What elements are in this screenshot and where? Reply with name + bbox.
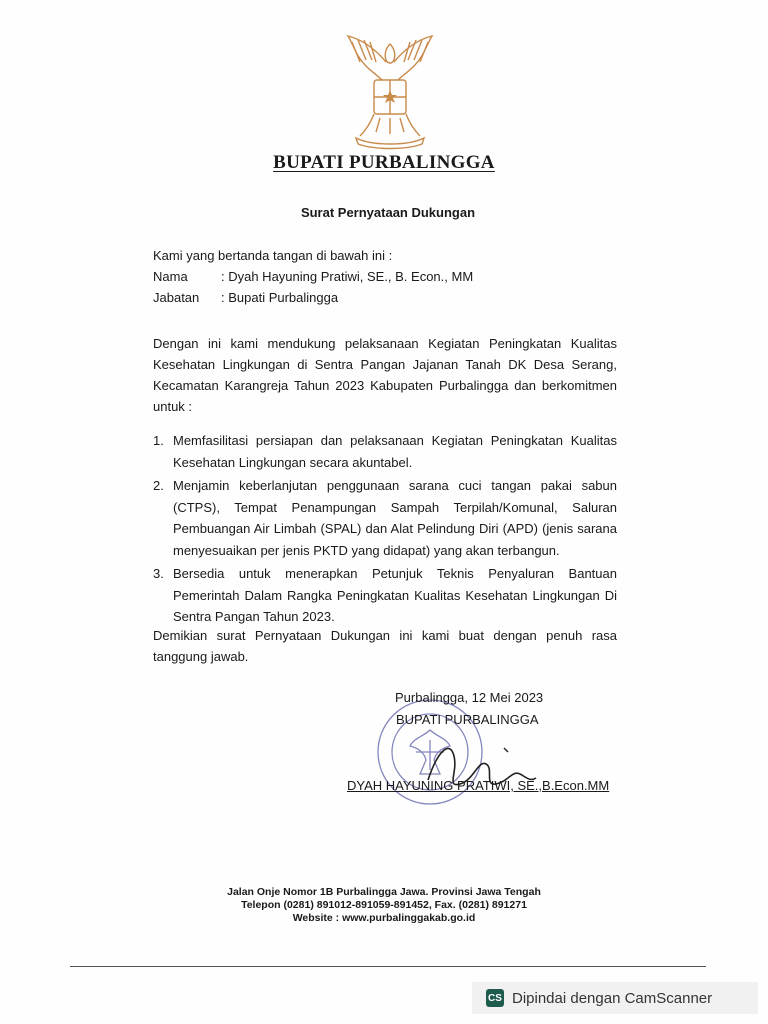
closing-paragraph: Demikian surat Pernyataan Dukungan ini kami buat dengan penuh rasa tanggung jawab. bbox=[153, 628, 617, 664]
signature-place-date: Purbalingga, 12 Mei 2023 bbox=[395, 690, 544, 705]
item-text: Bersedia untuk menerapkan Petunjuk Teknis Penyaluran Bantuan Pemerintah Dalam Rangka Peningkatan Kualitas Kesehatan Lingkungan Di Sentra Pangan Tahun 2023. bbox=[173, 566, 617, 624]
signature-title: BUPATI PURBALINGGA bbox=[396, 712, 539, 727]
item-number: 3. bbox=[153, 566, 164, 581]
footer-divider bbox=[70, 966, 706, 967]
signatory-block bbox=[153, 245, 617, 308]
list-item bbox=[153, 563, 617, 628]
item-number: 2. bbox=[153, 478, 164, 493]
letter-footer bbox=[0, 886, 768, 925]
letterhead-title bbox=[0, 152, 768, 174]
field-row-name bbox=[153, 266, 617, 287]
field-row-position bbox=[153, 287, 617, 308]
field-value: : Dyah Hayuning Pratiwi, SE., B. Econ., MM bbox=[221, 269, 474, 284]
list-item bbox=[153, 475, 617, 561]
garuda-emblem-icon bbox=[336, 32, 444, 152]
footer-website: Website : www.purbalinggakab.go.id bbox=[292, 912, 476, 924]
footer-phone: Telepon (0281) 891012-891059-891452, Fax. (0281) 891271 bbox=[241, 899, 527, 911]
intro-line: Kami yang bertanda tangan di bawah ini : bbox=[153, 248, 393, 263]
field-value: : Bupati Purbalingga bbox=[221, 290, 339, 305]
item-number: 1. bbox=[153, 433, 164, 448]
item-text: Menjamin keberlanjutan penggunaan sarana cuci tangan pakai sabun (CTPS), Tempat Penampungan Sampah Terpilah/Komunal, Saluran Pembuangan Air Limbah (SPAL) dan Alat Pelindung Diri (APD) (jenis sarana menyesuaikan per jenis PKTD yang didapat) yang akan terbangun. bbox=[173, 478, 617, 558]
camscanner-badge bbox=[472, 982, 758, 1014]
camscanner-icon: CS bbox=[486, 989, 504, 1007]
statement-paragraph: Dengan ini kami mendukung pelaksanaan Kegiatan Peningkatan Kualitas Kesehatan Lingkungan di Sentra Pangan Jajanan Tanah DK Desa Serang, Kecamatan Karangreja Tahun 2023 Kabupaten Purbalingga dan berkomitmen untuk : bbox=[153, 336, 617, 414]
signatory-name: DYAH HAYUNING PRATIWI, SE.,B.Econ.MM bbox=[347, 778, 610, 793]
list-item bbox=[153, 430, 617, 473]
letterhead-title-text: BUPATI PURBALINGGA bbox=[273, 152, 495, 173]
footer-address: Jalan Onje Nomor 1B Purbalingga Jawa. Provinsi Jawa Tengah bbox=[227, 886, 541, 898]
field-label: Nama bbox=[153, 269, 188, 284]
commitment-list bbox=[153, 430, 617, 630]
item-text: Memfasilitasi persiapan dan pelaksanaan Kegiatan Peningkatan Kualitas Kesehatan Lingkungan secara akuntabel. bbox=[173, 433, 617, 470]
field-label: Jabatan bbox=[153, 290, 200, 305]
letter-subject: Surat Pernyataan Dukungan bbox=[300, 205, 476, 220]
camscanner-label: Dipindai dengan CamScanner bbox=[512, 989, 713, 1007]
